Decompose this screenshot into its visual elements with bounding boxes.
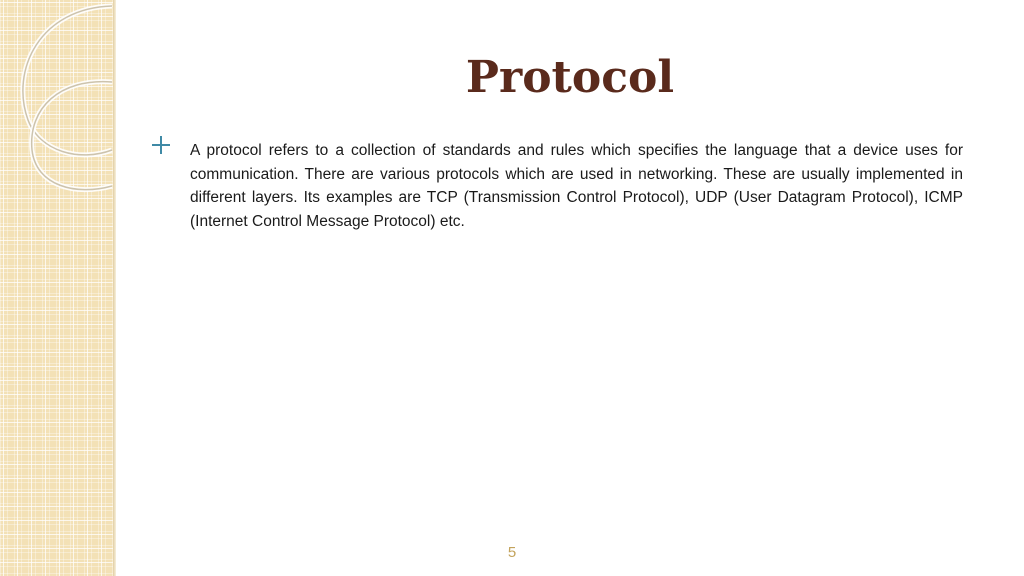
plus-icon [150,134,172,156]
page-number: 5 [507,544,517,561]
slide-title: Protocol [465,52,675,103]
bullet-text: A protocol refers to a collection of standards and rules which specifies the language that a device uses for communication. There are various protocols which are used in networking. These are usually implemented in different layers. Its examples are TCP (Transmission Control Protocol), UDP (User Datagram Protocol), ICMP (Internet Control Message Protocol) etc. [190,142,963,230]
decorative-rings [0,0,200,260]
